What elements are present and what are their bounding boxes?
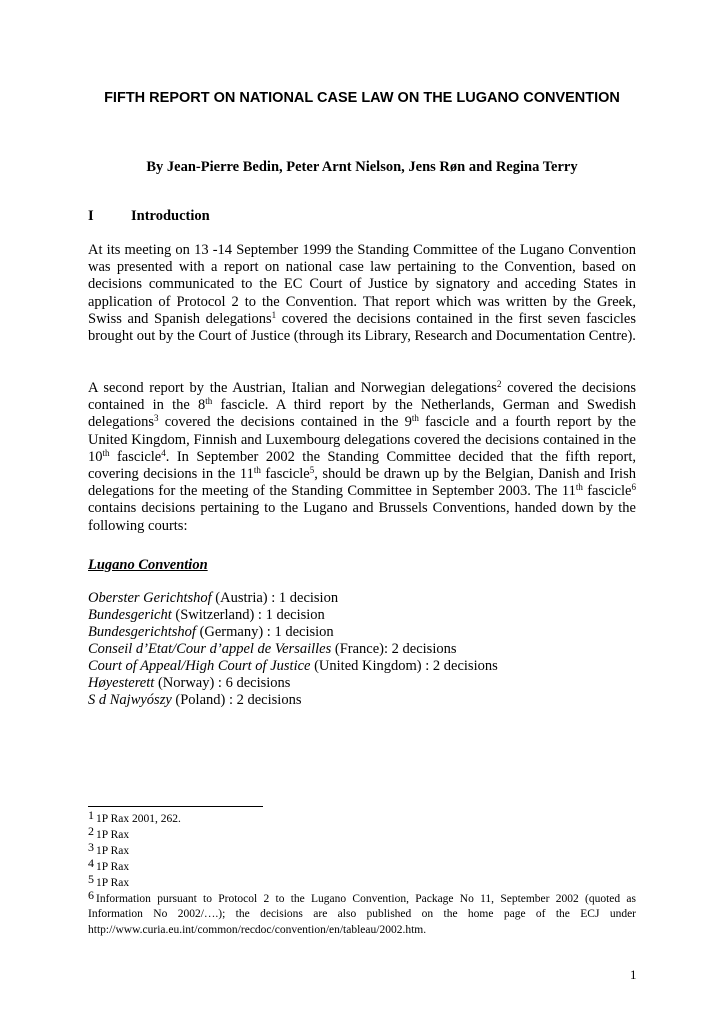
lugano-convention-heading: Lugano Convention (88, 557, 208, 573)
ordinal-suffix: th (205, 396, 213, 407)
court-name: Conseil d’Etat/Cour d’appel de Versailles (88, 641, 332, 657)
court-name: Oberster Gerichtshof (88, 590, 212, 606)
para2-text-h: fascicle (260, 466, 310, 483)
section-title: Introduction (131, 208, 210, 224)
footnote-ref-2: 2 (496, 379, 502, 389)
para2-text-g: . In September 2002 the Standing Committee decided that the fifth report, covering decisions in the 11 (88, 448, 636, 483)
footnote-ref-1: 1 (271, 309, 277, 320)
ordinal-suffix: th (253, 465, 261, 476)
court-detail: (France): 2 decisions (331, 641, 457, 657)
footnotes (88, 808, 636, 938)
para2-text-j: fascicle (582, 483, 632, 500)
page-number: 1 (630, 967, 637, 982)
intro-paragraph-2 (88, 380, 636, 535)
court-detail: (United Kingdom) : 2 decisions (310, 658, 498, 674)
para2-text-b: covered the decisions contained in the 8 (88, 380, 636, 414)
footnote-text: 1P Rax (96, 844, 130, 857)
court-item (88, 675, 498, 692)
court-item (88, 624, 498, 641)
section-heading (88, 208, 210, 225)
court-detail: (Germany) : 1 decision (195, 624, 334, 640)
footnote (88, 871, 636, 892)
court-item (88, 607, 498, 624)
footnote (88, 887, 636, 939)
para2-text-d: covered the decisions contained in the 9 (158, 414, 412, 431)
intro-paragraph-1 (88, 242, 636, 345)
court-name: Bundesgericht (88, 607, 172, 623)
court-detail: (Poland) : 2 decisions (171, 692, 302, 708)
court-item (88, 658, 498, 675)
footnote-ref-5: 5 (309, 465, 315, 476)
para2-text-k: contains decisions pertaining to the Lugano and Brussels Conventions, handed down by the following courts: (88, 500, 636, 534)
footnote-text: Information pursuant to Protocol 2 to the Lugano Convention, Package No 11, September 2002 (quoted as Information No 2002/….); the decisions are also published on the home page of the ECJ under http://www.curia.eu.int/common/recdoc/convention/en/tableau/2002.htm. (88, 892, 636, 936)
footnote-ref-4: 4 (161, 447, 166, 458)
footnote-text: 1P Rax (96, 828, 130, 841)
footnote-separator (88, 806, 263, 807)
footnote-text: 1P Rax (96, 876, 130, 889)
footnote-number: 3 (88, 839, 94, 854)
court-name: Høyesterett (88, 675, 155, 691)
court-item (88, 641, 498, 658)
court-name: Bundesgerichtshof (88, 624, 196, 640)
footnote-number: 1 (88, 808, 94, 822)
para2-text-a: A second report by the Austrian, Italian and Norwegian delegations (88, 380, 497, 396)
para2-text-f: fascicle (109, 448, 162, 465)
footnote-ref-3: 3 (154, 413, 159, 424)
footnote (88, 839, 636, 860)
section-number: I (88, 208, 94, 224)
author-line: By Jean-Pierre Bedin, Peter Arnt Nielson, Jens Røn and Regina Terry (146, 159, 578, 175)
ordinal-suffix: th (575, 482, 583, 493)
court-name: S d Najwyószy (88, 692, 172, 708)
para2-text-i: , should be drawn up by the Belgian, Danish and Irish delegations for the meeting of the Standing Committee in September 2003. The 11 (88, 466, 636, 500)
footnote-text: 1P Rax 2001, 262. (96, 813, 181, 825)
footnote (88, 808, 636, 828)
para2-text-c: fascicle. A third report by the Netherlands, German and Swedish delegations (88, 397, 637, 431)
court-list (88, 590, 498, 709)
document-title: FIFTH REPORT ON NATIONAL CASE LAW ON THE LUGANO CONVENTION (104, 90, 620, 106)
footnote-number: 6 (88, 887, 94, 902)
ordinal-suffix: th (411, 413, 419, 424)
court-item (88, 590, 498, 607)
footnote-ref-6: 6 (631, 482, 636, 493)
footnote (88, 823, 636, 844)
para1-text-b: covered the decisions contained in the first seven fascicles brought out by the Court of Justice (through its Library, Research and Documentation Centre). (88, 310, 636, 345)
footnote-text: 1P Rax (96, 860, 130, 873)
para1-text-a: At its meeting on 13 -14 September 1999 the Standing Committee of the Lugano Convention was presented with a report on national case law pertaining to the Convention, based on decisions communicated to the EC Court of Justice by signatory and acceding States in application of Protocol 2 to the Convention. That report which was written by the Greek, Swiss and Spanish delegations (88, 242, 636, 327)
footnote-number: 5 (88, 871, 94, 886)
court-detail: (Norway) : 6 decisions (154, 675, 291, 691)
footnote-number: 2 (88, 823, 94, 838)
court-item (88, 692, 498, 709)
footnote-number: 4 (88, 855, 94, 870)
para2-text-e: fascicle and a fourth report by the United Kingdom, Finnish and Luxembourg delegations covered the decisions contained in the 10 (88, 414, 636, 465)
ordinal-suffix: th (102, 447, 110, 458)
footnote (88, 855, 636, 876)
court-name: Court of Appeal/High Court of Justice (88, 658, 311, 674)
court-detail: (Switzerland) : 1 decision (171, 607, 325, 623)
court-detail: (Austria) : 1 decision (211, 590, 339, 606)
